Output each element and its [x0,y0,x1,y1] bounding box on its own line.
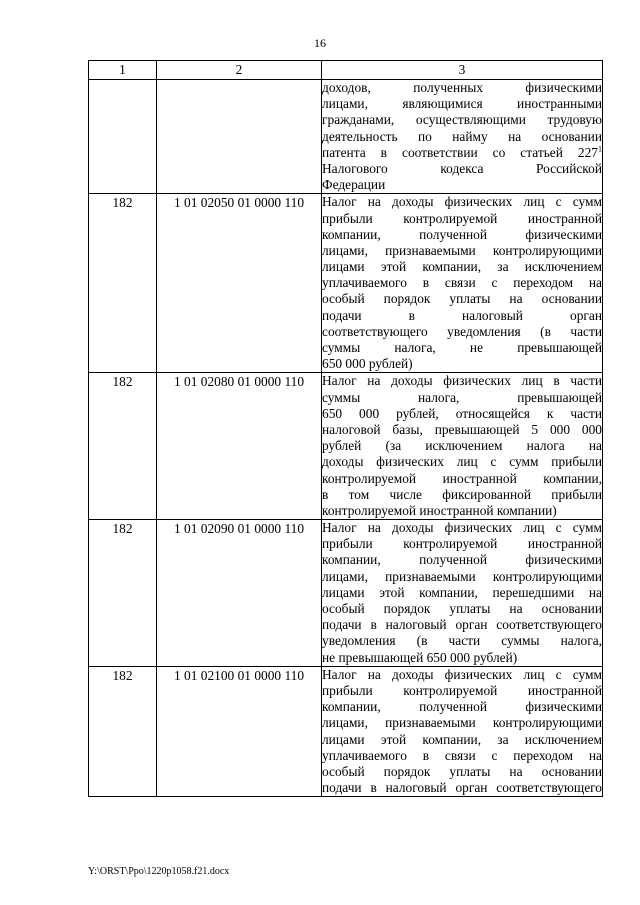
header-col-1: 1 [89,61,157,80]
table-row [89,194,603,373]
budget-classification-code-cell: 1 01 02080 01 0000 110 [157,373,322,520]
table-row [89,666,603,797]
description-line: соответствующего уведомления (в части [322,323,602,339]
description-line: патента в соответствии со статьей $227^1$ [322,144,602,160]
description-line: компании, полученной физическими [322,552,602,568]
description-line: прибыли контролируемой иностранной [322,682,602,698]
description-line: в том числе фиксированной прибыли [322,486,602,502]
table-row [89,373,603,520]
table-row [89,520,603,667]
description-line: рублей (за исключением налога на [322,438,602,454]
admin-code-cell [89,80,157,194]
description-line: 650 000 рублей) [322,356,413,372]
description-line: лицами, являющимися иностранными [322,96,602,112]
table-row [89,80,603,194]
budget-classification-code-cell: 1 01 02100 01 0000 110 [157,666,322,797]
income-description-cell [322,194,603,373]
budget-codes-table [88,60,603,797]
description-line: подачи в налоговый орган [322,307,602,323]
table-header-row [89,61,603,80]
description-line: контролируемой иностранной компании) [322,502,557,518]
header-col-3: 3 [322,61,603,80]
description-line: лицами, признаваемыми контролирующими [322,568,602,584]
description-line: доходы физических лиц с сумм прибыли [322,454,602,470]
description-line: Налог на доходы физических лиц с сумм [322,666,602,682]
budget-classification-code-cell: 1 01 02090 01 0000 110 [157,520,322,667]
description-line: налоговой базы, превышающей 5 000 000 [322,421,602,437]
description-line: Налог на доходы физических лиц с сумм [322,194,602,210]
description-line: гражданами, осуществляющими трудовую [322,112,602,128]
description-line: особый порядок уплаты на основании [322,291,602,307]
description-line: суммы налога, не превышающей [322,340,602,355]
description-line: лицами этой компании, за исключением [322,259,602,275]
description-line: уплачиваемого в связи с переходом на [322,275,602,291]
description-line: особый порядок уплаты на основании [322,601,602,616]
description-line: Налог на доходы физических лиц в части [322,373,602,389]
budget-classification-code-cell: 1 01 02050 01 0000 110 [157,194,322,373]
description-line: лицами этой компании, перешедшими на [322,584,602,600]
description-line: прибыли контролируемой иностранной [322,210,602,226]
income-description-cell [322,520,603,667]
admin-code-cell: 182 [89,373,157,520]
description-line: особый порядок уплаты на основании [322,763,602,779]
description-line: лицами, признаваемыми контролирующими [322,715,602,731]
income-description-cell [322,80,603,194]
description-line: компании, полученной физическими [322,699,602,715]
description-line: Налогового кодекса Российской [322,160,602,176]
budget-classification-code-cell [157,80,322,194]
description-line: уплачиваемого в связи с переходом на [322,747,602,763]
footer-file-path: Y:\ORST\Ppo\1220p1058.f21.docx [88,866,230,877]
description-line: не превышающей 650 000 рублей) [322,649,518,665]
description-line: Налог на доходы физических лиц с сумм [322,520,602,536]
description-line: деятельность по найму на основании [322,128,602,144]
admin-code-cell: 182 [89,666,157,797]
description-line: суммы налога, превышающей [322,389,602,405]
admin-code-cell: 182 [89,520,157,667]
income-description-cell [322,373,603,520]
description-line: Федерации [322,177,386,193]
description-line: компании, полученной физическими [322,226,602,242]
description-line: доходов, полученных физическими [322,80,602,95]
income-description-cell [322,666,603,797]
description-line: подачи в налоговый орган соответствующего [322,617,602,633]
description-line: 650 000 рублей, относящейся к части [322,405,602,421]
description-line: прибыли контролируемой иностранной [322,536,602,552]
page-number: 16 [314,36,326,50]
header-col-2: 2 [157,61,322,80]
description-line: подачи в налоговый орган соответствующего [322,780,602,796]
admin-code-cell: 182 [89,194,157,373]
description-line: лицами этой компании, за исключением [322,731,602,747]
description-line: контролируемой иностранной компании, [322,470,602,486]
footnote-superscript: 1 [598,144,602,154]
description-line: лицами, признаваемыми контролирующими [322,242,602,258]
description-line: уведомления (в части суммы налога, [322,633,602,649]
